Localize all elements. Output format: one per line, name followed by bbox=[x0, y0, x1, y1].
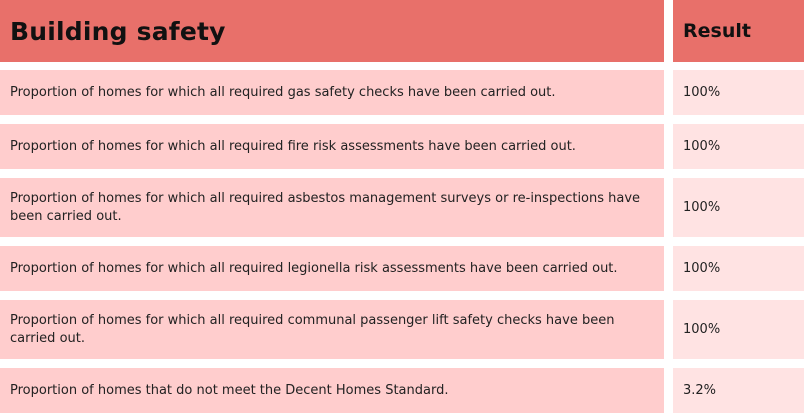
metric-label-cell bbox=[0, 246, 664, 291]
table-title: Building safety bbox=[10, 16, 226, 46]
metric-value-cell bbox=[673, 368, 804, 413]
table-row bbox=[0, 178, 804, 237]
header-result-cell bbox=[673, 0, 804, 62]
metric-label-cell bbox=[0, 300, 664, 359]
metric-value: 100% bbox=[683, 322, 721, 337]
metric-value: 3.2% bbox=[683, 383, 717, 398]
table-header bbox=[0, 0, 804, 62]
metric-label-cell bbox=[0, 368, 664, 413]
metric-label: Proportion of homes that do not meet the Decent Homes Standard. bbox=[10, 382, 449, 398]
metric-value: 100% bbox=[683, 261, 721, 276]
metric-label-cell bbox=[0, 178, 664, 237]
metric-value-cell bbox=[673, 300, 804, 359]
metric-label-cell bbox=[0, 124, 664, 169]
header-title-cell bbox=[0, 0, 664, 62]
table-row bbox=[0, 70, 804, 115]
metric-label: Proportion of homes for which all required gas safety checks have been carried out. bbox=[10, 84, 556, 100]
metric-label: Proportion of homes for which all required communal passenger lift safety checks have been carried out. bbox=[10, 312, 615, 346]
result-column-header: Result bbox=[683, 20, 751, 42]
metric-value: 100% bbox=[683, 139, 721, 154]
metric-value-cell bbox=[673, 124, 804, 169]
metric-value: 100% bbox=[683, 200, 721, 215]
table-row bbox=[0, 300, 804, 359]
metric-value-cell bbox=[673, 178, 804, 237]
table-row bbox=[0, 124, 804, 169]
metric-label: Proportion of homes for which all required fire risk assessments have been carried out. bbox=[10, 138, 576, 154]
metric-value-cell bbox=[673, 246, 804, 291]
table-row bbox=[0, 246, 804, 291]
table-row bbox=[0, 368, 804, 413]
metric-label: Proportion of homes for which all required legionella risk assessments have been carried out. bbox=[10, 260, 618, 276]
metric-value-cell bbox=[673, 70, 804, 115]
metric-value: 100% bbox=[683, 85, 721, 100]
metric-label: Proportion of homes for which all required asbestos management surveys or re-inspections have been carried out. bbox=[10, 190, 641, 224]
metric-label-cell bbox=[0, 70, 664, 115]
